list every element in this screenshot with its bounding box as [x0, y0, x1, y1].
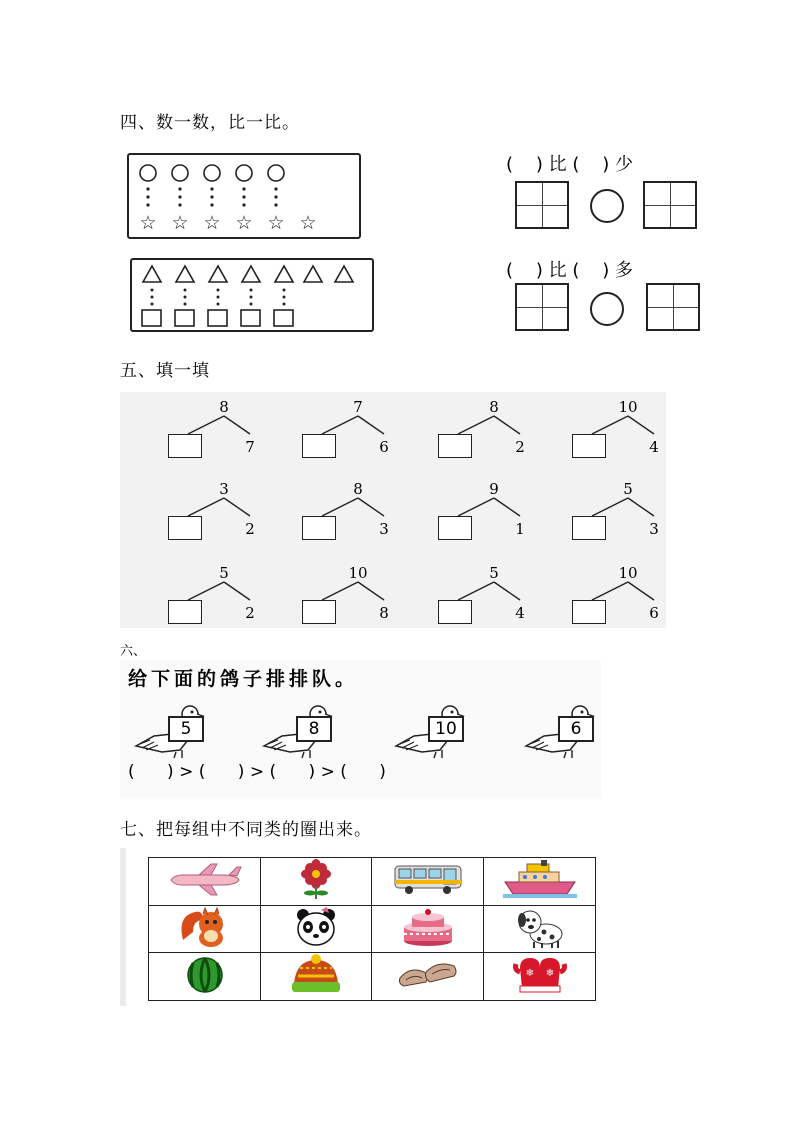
pigeon-panel [120, 660, 601, 798]
bond-total: 5 [219, 564, 229, 582]
number-bond [438, 564, 548, 624]
pigeon [392, 700, 472, 760]
number-bond [438, 480, 548, 540]
bond-total: 5 [489, 564, 499, 582]
compare-more-line: ( ) 比 ( ) 多 [506, 260, 634, 281]
section6-heading: 六、 [120, 644, 147, 659]
compare-less-line: ( ) 比 ( ) 少 [506, 154, 634, 175]
bond-answer-box[interactable] [302, 434, 336, 458]
bond-answer-box[interactable] [572, 434, 606, 458]
bond-answer-box[interactable] [302, 600, 336, 624]
answer-grid-left-2[interactable] [515, 283, 569, 331]
bond-answer-box[interactable] [168, 516, 202, 540]
svg-text:☆: ☆ [235, 212, 253, 234]
number-bond [302, 480, 412, 540]
bond-answer-box[interactable] [168, 600, 202, 624]
answer-grid-right-2[interactable] [646, 283, 700, 331]
knit-hat-icon [286, 954, 346, 1000]
triangles-squares-figure [132, 260, 372, 330]
bond-total: 8 [353, 480, 363, 498]
bond-answer-box[interactable] [572, 516, 606, 540]
table-cell[interactable] [484, 953, 596, 1001]
table-row [149, 905, 596, 953]
svg-text:☆: ☆ [203, 212, 221, 234]
pigeon [132, 700, 212, 760]
svg-text:☆: ☆ [299, 212, 317, 234]
shoes-icon [396, 956, 460, 998]
compare-circle-2[interactable] [590, 292, 624, 326]
pigeon [260, 700, 340, 760]
table-cell[interactable] [149, 905, 261, 953]
pigeon-number-card: 6 [558, 716, 594, 742]
bond-part: 7 [245, 438, 255, 456]
bond-answer-box[interactable] [168, 434, 202, 458]
bond-total: 5 [623, 480, 633, 498]
svg-text:❄: ❄ [525, 967, 534, 979]
section5-heading: 五、填一填 [120, 361, 210, 381]
bond-total: 7 [353, 398, 363, 416]
bond-part: 6 [649, 604, 659, 622]
bond-part: 4 [649, 438, 659, 456]
panda-icon [291, 907, 341, 951]
bond-answer-box[interactable] [438, 516, 472, 540]
table-cell[interactable] [372, 905, 484, 953]
table-cell[interactable] [372, 953, 484, 1001]
bond-total: 9 [489, 480, 499, 498]
number-bond-panel [120, 392, 666, 628]
section7-heading: 七、把每组中不同类的圈出来。 [120, 820, 372, 840]
svg-text:☆: ☆ [139, 212, 157, 234]
circles-stars-box [127, 153, 361, 239]
number-bond [302, 398, 412, 458]
number-bond [168, 480, 278, 540]
bond-part: 2 [245, 520, 255, 538]
bond-part: 8 [379, 604, 389, 622]
answer-grid-left-1[interactable] [515, 181, 569, 229]
svg-text:❄: ❄ [545, 967, 554, 979]
squirrel-icon [177, 906, 233, 952]
watermelon-icon [185, 955, 225, 999]
bond-total: 8 [489, 398, 499, 416]
pigeon-title: 给下面的鸽子排排队。 [128, 668, 359, 690]
order-line: ( ) > ( ) > ( ) > ( ) [128, 762, 386, 782]
bond-part: 6 [379, 438, 389, 456]
bond-answer-box[interactable] [302, 516, 336, 540]
table-row [149, 858, 596, 906]
mitten-icon [512, 954, 568, 1000]
pigeon-number-card: 5 [168, 716, 204, 742]
bond-total: 8 [219, 398, 229, 416]
table-cell[interactable] [484, 905, 596, 953]
bond-part: 1 [515, 520, 525, 538]
table-cell[interactable] [261, 858, 372, 906]
number-bond [572, 480, 682, 540]
bond-answer-box[interactable] [438, 600, 472, 624]
bond-total: 10 [348, 564, 368, 582]
number-bond [302, 564, 412, 624]
bond-part: 2 [245, 604, 255, 622]
bond-answer-box[interactable] [572, 600, 606, 624]
cake-icon [398, 907, 458, 951]
pigeon [522, 700, 602, 760]
svg-text:☆: ☆ [267, 212, 285, 234]
pigeon-number-card: 10 [428, 716, 464, 742]
number-bond [572, 564, 682, 624]
bond-part: 3 [649, 520, 659, 538]
triangles-squares-box [130, 258, 374, 332]
flower-icon [291, 859, 341, 903]
bond-total: 10 [618, 564, 638, 582]
pigeon-number-card: 8 [296, 716, 332, 742]
table-cell[interactable] [149, 953, 261, 1001]
classification-table [148, 857, 596, 1001]
number-bond [168, 398, 278, 458]
circles-stars-figure [129, 155, 359, 237]
bond-total: 10 [618, 398, 638, 416]
bond-part: 3 [379, 520, 389, 538]
airplane-icon [165, 862, 245, 900]
table-cell[interactable] [484, 858, 596, 906]
table-cell[interactable] [261, 953, 372, 1001]
bond-total: 3 [219, 480, 229, 498]
number-bond [168, 564, 278, 624]
svg-text:☆: ☆ [171, 212, 189, 234]
table-row [149, 953, 596, 1001]
bond-part: 2 [515, 438, 525, 456]
bond-answer-box[interactable] [438, 434, 472, 458]
bond-part: 4 [515, 604, 525, 622]
number-bond [572, 398, 682, 458]
ship-icon [503, 860, 577, 902]
compare-circle-1[interactable] [590, 189, 624, 223]
number-bond [438, 398, 548, 458]
table-cell[interactable] [149, 858, 261, 906]
bus-icon [391, 862, 465, 900]
table-cell[interactable] [261, 905, 372, 953]
answer-grid-right-1[interactable] [643, 181, 697, 229]
table-cell[interactable] [372, 858, 484, 906]
section4-heading: 四、数一数，比一比。 [120, 113, 300, 133]
dog-icon [512, 906, 568, 952]
table-side-shade [120, 848, 126, 1006]
